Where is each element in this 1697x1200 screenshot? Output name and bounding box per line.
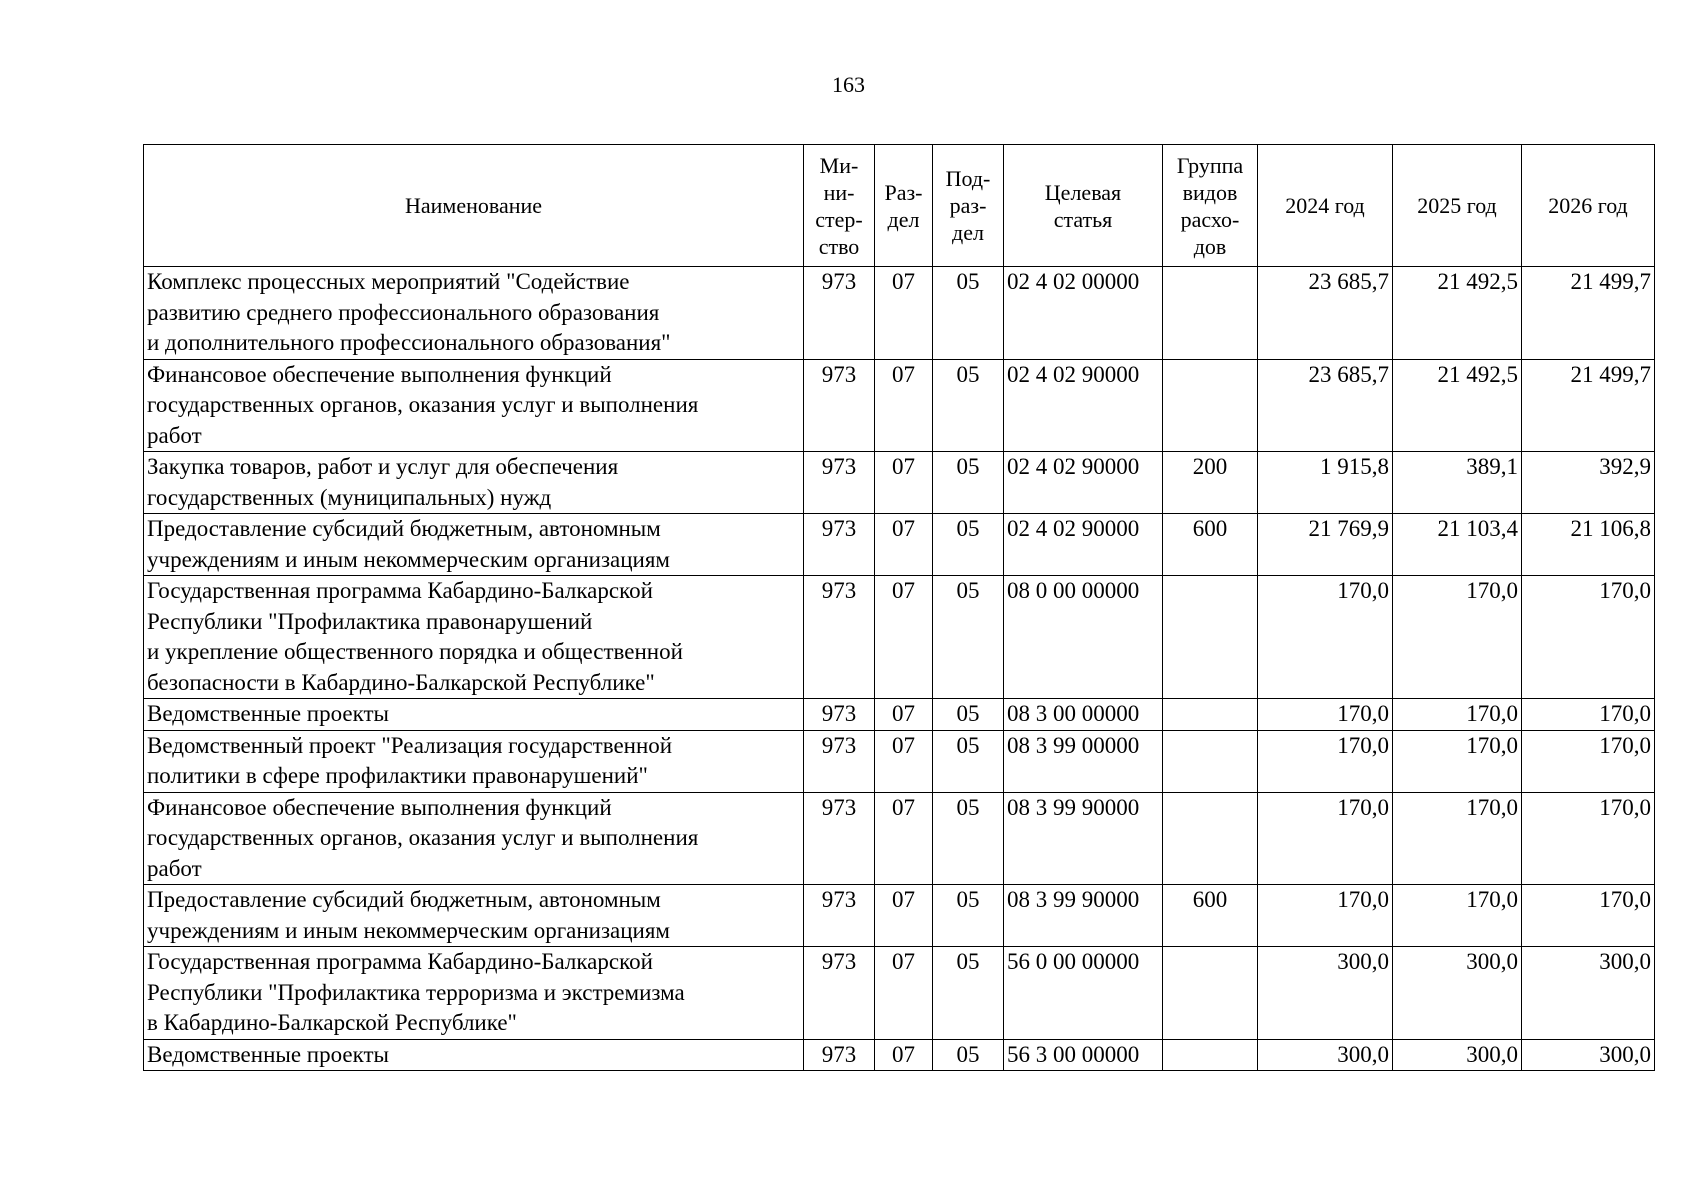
cell-subsection: 05	[933, 452, 1004, 514]
table-row	[144, 452, 1655, 514]
header-target-article-line: статья	[1053, 206, 1113, 232]
cell-ministry: 973	[804, 452, 875, 514]
cell-2026: 392,9	[1522, 452, 1655, 514]
cell-name-line: работ	[147, 855, 202, 881]
cell-ministry: 973	[804, 1039, 875, 1071]
cell-target-article: 08 3 99 90000	[1004, 885, 1163, 947]
cell-name-line: Государственная программа Кабардино-Балкарской	[147, 949, 653, 974]
cell-2026: 300,0	[1522, 947, 1655, 1040]
header-ministry	[804, 145, 875, 267]
cell-2024: 300,0	[1258, 1039, 1393, 1071]
cell-target-article: 02 4 02 90000	[1004, 514, 1163, 576]
table-row	[144, 267, 1655, 360]
table-row	[144, 359, 1655, 452]
header-target-article-line: Целевая	[1044, 179, 1122, 205]
cell-name-line: Предоставление субсидий бюджетным, автономным	[147, 887, 661, 912]
cell-2026: 21 499,7	[1522, 267, 1655, 360]
cell-subsection: 05	[933, 730, 1004, 792]
cell-2024: 170,0	[1258, 730, 1393, 792]
header-ministry-line: ни-	[823, 179, 855, 205]
cell-ministry: 973	[804, 699, 875, 731]
header-expense-group	[1163, 145, 1258, 267]
cell-ministry: 973	[804, 730, 875, 792]
cell-subsection: 05	[933, 359, 1004, 452]
cell-name	[144, 267, 804, 360]
cell-name-line: Финансовое обеспечение выполнения функций	[147, 361, 612, 387]
cell-2025: 389,1	[1393, 452, 1522, 514]
cell-ministry: 973	[804, 359, 875, 452]
cell-2026: 21 106,8	[1522, 514, 1655, 576]
cell-2026: 21 499,7	[1522, 359, 1655, 452]
cell-subsection: 05	[933, 699, 1004, 731]
header-ministry-line: ство	[818, 233, 860, 259]
table-row	[144, 514, 1655, 576]
table-row	[144, 730, 1655, 792]
cell-2024: 1 915,8	[1258, 452, 1393, 514]
cell-section: 07	[875, 359, 933, 452]
cell-expense-group: 600	[1163, 885, 1258, 947]
cell-2025: 170,0	[1393, 792, 1522, 885]
cell-2024: 23 685,7	[1258, 267, 1393, 360]
cell-expense-group	[1163, 576, 1258, 699]
cell-name-line: в Кабардино-Балкарской Республике"	[147, 1010, 517, 1035]
cell-expense-group	[1163, 359, 1258, 452]
cell-name	[144, 1039, 804, 1071]
cell-name-line: государственных органов, оказания услуг и выполнения	[147, 392, 699, 417]
cell-2026: 300,0	[1522, 1039, 1655, 1071]
cell-2025: 170,0	[1393, 699, 1522, 731]
cell-section: 07	[875, 947, 933, 1040]
cell-section: 07	[875, 452, 933, 514]
header-subsection-line: Под-	[945, 166, 991, 191]
cell-ministry: 973	[804, 947, 875, 1040]
cell-ministry: 973	[804, 267, 875, 360]
cell-2025: 170,0	[1393, 576, 1522, 699]
cell-subsection: 05	[933, 576, 1004, 699]
cell-target-article: 08 3 99 90000	[1004, 792, 1163, 885]
cell-name-line: учреждениям и иным некоммерческим организациям	[147, 546, 670, 572]
cell-name-line: безопасности в Кабардино-Балкарской Республике"	[147, 669, 655, 695]
cell-subsection: 05	[933, 267, 1004, 360]
cell-name	[144, 792, 804, 885]
cell-expense-group: 600	[1163, 514, 1258, 576]
cell-name-line: государственных (муниципальных) нужд	[147, 484, 552, 510]
header-expense-group-line: видов	[1182, 179, 1238, 205]
cell-2024: 23 685,7	[1258, 359, 1393, 452]
cell-expense-group	[1163, 730, 1258, 792]
cell-target-article: 56 3 00 00000	[1004, 1039, 1163, 1071]
cell-2024: 21 769,9	[1258, 514, 1393, 576]
cell-section: 07	[875, 576, 933, 699]
table-row	[144, 1039, 1655, 1071]
cell-2025: 300,0	[1393, 1039, 1522, 1071]
header-expense-group-line: Группа	[1176, 152, 1244, 178]
cell-name	[144, 885, 804, 947]
table-row	[144, 792, 1655, 885]
cell-subsection: 05	[933, 885, 1004, 947]
cell-ministry: 973	[804, 792, 875, 885]
cell-name-line: Республики "Профилактика правонарушений	[147, 608, 593, 634]
cell-2026: 170,0	[1522, 576, 1655, 699]
header-2025: 2025 год	[1393, 145, 1522, 267]
cell-name	[144, 576, 804, 699]
cell-2024: 170,0	[1258, 885, 1393, 947]
cell-2024: 300,0	[1258, 947, 1393, 1040]
budget-table	[143, 144, 1655, 1071]
cell-2025: 21 492,5	[1393, 267, 1522, 360]
cell-2025: 300,0	[1393, 947, 1522, 1040]
cell-name-line: Ведомственные проекты	[147, 1041, 389, 1067]
cell-name-line: Финансовое обеспечение выполнения функций	[147, 794, 612, 820]
header-ministry-line: Ми-	[819, 152, 859, 178]
cell-2024: 170,0	[1258, 576, 1393, 699]
cell-target-article: 02 4 02 90000	[1004, 452, 1163, 514]
header-section-line: дел	[887, 206, 920, 232]
cell-ministry: 973	[804, 514, 875, 576]
cell-section: 07	[875, 514, 933, 576]
cell-name-line: Ведомственные проекты	[147, 701, 389, 726]
cell-name-line: Республики "Профилактика терроризма и экстремизма	[147, 979, 685, 1005]
cell-name	[144, 699, 804, 731]
header-expense-group-line: дов	[1193, 233, 1227, 259]
cell-name-line: Предоставление субсидий бюджетным, автономным	[147, 516, 661, 541]
cell-ministry: 973	[804, 576, 875, 699]
header-row	[144, 145, 1655, 267]
cell-expense-group	[1163, 699, 1258, 731]
cell-ministry: 973	[804, 885, 875, 947]
cell-subsection: 05	[933, 1039, 1004, 1071]
table-row	[144, 576, 1655, 699]
cell-2025: 21 492,5	[1393, 359, 1522, 452]
header-section-line: Раз-	[884, 179, 923, 205]
cell-target-article: 56 0 00 00000	[1004, 947, 1163, 1040]
cell-section: 07	[875, 792, 933, 885]
cell-expense-group	[1163, 947, 1258, 1040]
table-row	[144, 947, 1655, 1040]
cell-section: 07	[875, 1039, 933, 1071]
header-target-article	[1004, 145, 1163, 267]
header-subsection	[933, 145, 1004, 267]
cell-name-line: политики в сфере профилактики правонарушений"	[147, 763, 648, 788]
cell-target-article: 08 3 99 00000	[1004, 730, 1163, 792]
cell-target-article: 08 3 00 00000	[1004, 699, 1163, 731]
header-section	[875, 145, 933, 267]
header-expense-group-line: расхо-	[1180, 206, 1240, 232]
cell-section: 07	[875, 267, 933, 360]
cell-expense-group	[1163, 1039, 1258, 1071]
cell-section: 07	[875, 885, 933, 947]
cell-name-line: государственных органов, оказания услуг и выполнения	[147, 825, 699, 850]
cell-2026: 170,0	[1522, 730, 1655, 792]
cell-2025: 21 103,4	[1393, 514, 1522, 576]
header-2026: 2026 год	[1522, 145, 1655, 267]
cell-name	[144, 359, 804, 452]
cell-expense-group	[1163, 267, 1258, 360]
header-name: Наименование	[144, 145, 804, 267]
cell-name-line: и укрепление общественного порядка и общественной	[147, 639, 683, 664]
cell-section: 07	[875, 699, 933, 731]
cell-2026: 170,0	[1522, 885, 1655, 947]
cell-name-line: и дополнительного профессионального образования"	[147, 330, 671, 355]
cell-subsection: 05	[933, 947, 1004, 1040]
cell-name	[144, 730, 804, 792]
cell-subsection: 05	[933, 514, 1004, 576]
cell-name-line: работ	[147, 422, 202, 448]
cell-expense-group: 200	[1163, 452, 1258, 514]
cell-name-line: Государственная программа Кабардино-Балкарской	[147, 578, 653, 603]
header-subsection-line: раз-	[949, 193, 987, 218]
cell-expense-group	[1163, 792, 1258, 885]
cell-2026: 170,0	[1522, 792, 1655, 885]
cell-target-article: 02 4 02 90000	[1004, 359, 1163, 452]
cell-name-line: Комплекс процессных мероприятий "Содействие	[147, 269, 630, 294]
table-row	[144, 699, 1655, 731]
cell-name	[144, 514, 804, 576]
table-row	[144, 885, 1655, 947]
cell-target-article: 02 4 02 00000	[1004, 267, 1163, 360]
cell-name	[144, 452, 804, 514]
cell-name-line: развитию среднего профессионального образования	[147, 299, 660, 325]
cell-2024: 170,0	[1258, 792, 1393, 885]
cell-name-line: Ведомственный проект "Реализация государственной	[147, 732, 673, 758]
cell-target-article: 08 0 00 00000	[1004, 576, 1163, 699]
cell-subsection: 05	[933, 792, 1004, 885]
cell-2024: 170,0	[1258, 699, 1393, 731]
cell-name-line: учреждениям и иным некоммерческим организациям	[147, 917, 670, 943]
cell-2025: 170,0	[1393, 730, 1522, 792]
table-body	[144, 267, 1655, 1071]
cell-2026: 170,0	[1522, 699, 1655, 731]
header-subsection-line: дел	[952, 220, 984, 245]
header-ministry-line: стер-	[815, 206, 863, 232]
page-number: 163	[832, 72, 865, 97]
cell-2025: 170,0	[1393, 885, 1522, 947]
cell-name-line: Закупка товаров, работ и услуг для обеспечения	[147, 454, 619, 479]
cell-name	[144, 947, 804, 1040]
cell-section: 07	[875, 730, 933, 792]
header-2024: 2024 год	[1258, 145, 1393, 267]
